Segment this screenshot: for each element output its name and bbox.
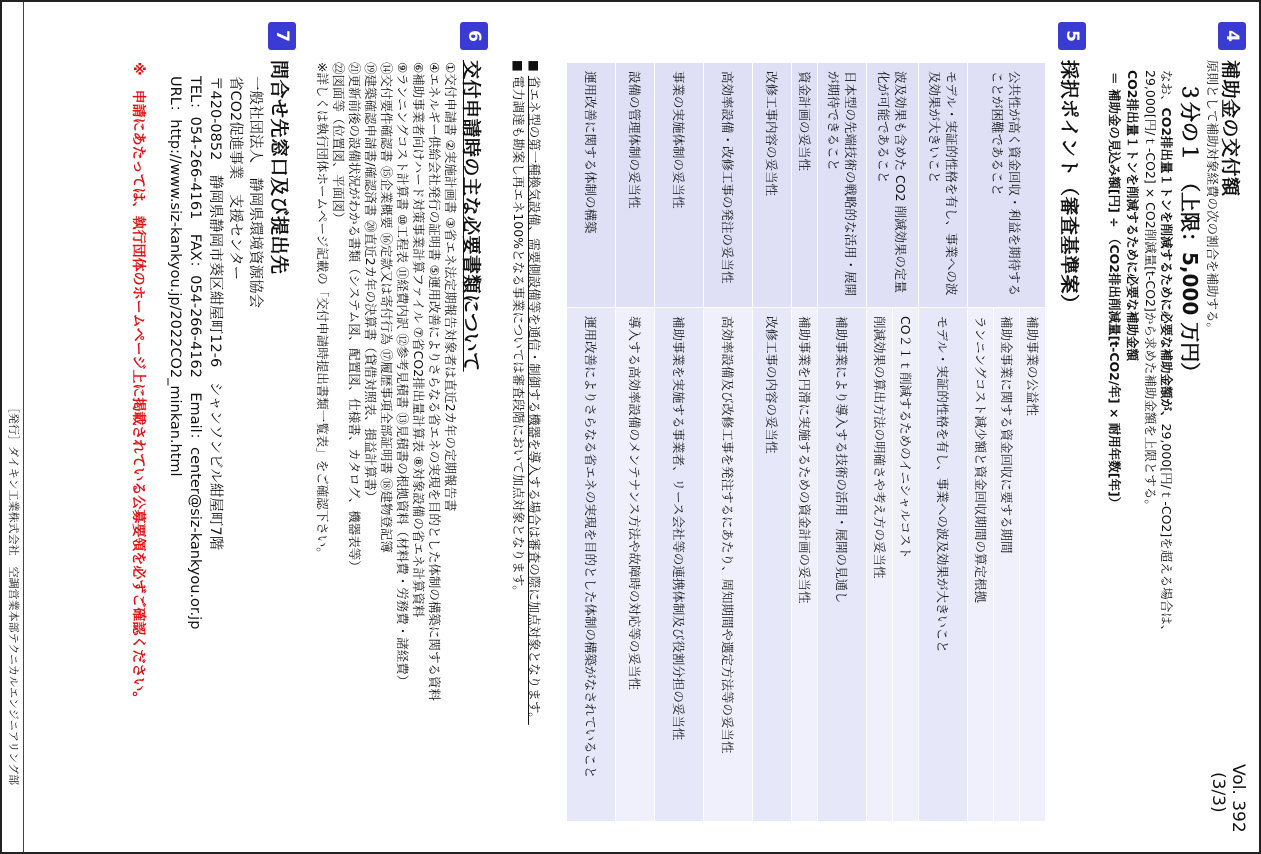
table-row: [792, 63, 818, 822]
criteria-left: 高効率設備・改修工事の発注の妥当性: [704, 63, 753, 308]
list-item: ①交付申請書 ②実施計画書 ③省エネ法定期報告対象者は直近2カ年の定期報告書: [443, 62, 458, 512]
table-row: [893, 63, 919, 822]
subsidy-note: なお、CO2排出量１トンを削減するために必要な補助金額が、29,000[円/ｔ-CO2]を超える場合は、: [1159, 70, 1174, 638]
list-item: ④エネルギー供給会社発行の証明書 ⑤運用改善によりさらなる省エネの実現を目的とした体制の構築に関する資料: [427, 62, 442, 701]
list-item: ㉒図面等（位置図、平面図）: [331, 62, 346, 225]
table-row: [616, 63, 655, 822]
list-item: ⑥補助事業者向けハード対策事業計算ファイル ⑦省CO2排出量計算表 ⑧対象設備の省エネ計算資料: [411, 62, 426, 618]
criteria-table: [566, 62, 1046, 822]
section-4-badge: 4: [1218, 22, 1246, 50]
publisher-footer: ［発行］ダイキン工業株式会社 空調営業本部テクニカルエンジニアリング部: [7, 402, 20, 786]
criteria-right: 補助事業の公益性: [1020, 308, 1046, 822]
criteria-right: 運用改善によりさらなる省エネの実現を目的とした体制の構築がなされていること: [567, 308, 616, 822]
list-item: ⑲建築確認申請書/確認済書 ⑳直近2カ年の決算書（貸借対照表、損益計算書）: [363, 62, 378, 504]
criteria-right: 補助金事業に関する資金回収に要する期間: [994, 308, 1020, 822]
criteria-left: 日本型の先端技術の戦略的な活用・展開が期待できること: [818, 63, 867, 308]
criteria-left: 改修工事内容の妥当性: [753, 63, 792, 308]
section-5-title: 採択ポイント（審査基準案）: [1058, 60, 1080, 314]
criteria-left: 運用改善に関する体制の構築: [567, 63, 616, 308]
list-item: ⑨ランニングコスト計算書 ⑩工程表 ⑪経費内訳 ⑫参考見積書 ⑬見積書の根拠資料（材料費・労務費・諸経費）: [395, 62, 410, 688]
footer-divider: [23, 2, 24, 852]
table-row: [655, 63, 704, 822]
list-item: ※詳しくは執行団体ホームページ記載の「交付申請時提出書類一覧表」をご確認下さい。: [315, 62, 330, 560]
subsidy-ratio: ３分の１ （上限：5,000 万円）: [1178, 82, 1202, 383]
list-item: ⑭交付要件確認書 ⑮企業概要 ⑯定款又は寄付行為 ⑰履歴事項全部証明書 ⑱建物登記簿: [379, 62, 394, 553]
formula-text: ＝ 補助金の見込み額[円] ÷ （CO2排出削減量[t-CO2/年] × 耐用年数[年]）: [1107, 72, 1122, 510]
criteria-right: ランニングコスト減少額と資金回収期間の算定根拠: [968, 308, 994, 822]
formula-label: CO2排出量１トンを削減するために必要な補助金額: [1125, 70, 1140, 361]
contact-org: 一般社団法人 静岡県環境資源協会: [247, 76, 263, 308]
contact-center: 省CO2促進事業 支援センター: [227, 76, 243, 281]
section-4-title: 補助金の交付額: [1219, 60, 1241, 197]
table-row: [818, 63, 867, 822]
scoring-note-2: ■ 電力調達も勘案し再エネ100%となる事業については審査段階において加点対象となります。: [511, 60, 526, 598]
list-item: ㉑更新前後の設備状況がわかる書類（システム図、配置図、仕様書、カタログ、機器表等）: [347, 62, 362, 573]
criteria-right: 補助事業により導入する技術の活用・展開の見通し: [818, 308, 867, 822]
criteria-right: モデル・実証的性格を有し、事業への波及効果が大きいこと: [919, 308, 968, 822]
table-row: [753, 63, 792, 822]
subsidy-cap-text: 29,000[円/ｔ-CO2] × CO2削減量[t-CO2]から求めた補助金額を上限とする。: [1143, 70, 1158, 512]
criteria-left: 資金計画の妥当性: [792, 63, 818, 308]
volume-label: Vol. 392: [1228, 764, 1248, 833]
criteria-left: 公共性が高く資金回収・利益を期待することが困難であること: [968, 63, 1046, 308]
table-row: [919, 63, 968, 822]
contact-url: URL：http://www.siz-kankyou.jp/2022CO2_minkan.html: [167, 76, 183, 477]
criteria-left: 波及効果も含めた CO2 削減効果の定量化が可能であること: [867, 63, 919, 308]
section-6-badge: 6: [460, 22, 488, 50]
section-5-badge: 5: [1058, 22, 1086, 50]
table-row: [1020, 63, 1046, 822]
warning-note: ※ 申請にあたっては、執行団体のホームページ上に掲載されている公募要領を必ずご確認ください。: [130, 62, 146, 706]
criteria-left: モデル・実証的性格を有し、事業への波及効果が大きいこと: [919, 63, 968, 308]
criteria-left: 設備の管理体制の妥当性: [616, 63, 655, 308]
table-row: [567, 63, 616, 822]
criteria-right: 補助事業を円滑に実施するための資金計画の妥当性: [792, 308, 818, 822]
criteria-right: 削減効果の算出方法の明確さや考え方の妥当性: [867, 308, 893, 822]
contact-address: 〒420-0852 静岡県静岡市葵区紺屋町12-6 シャンソンビル紺屋町7階: [207, 76, 223, 551]
rotated-document-page: [3, 2, 1258, 852]
criteria-right: 導入する高効率設備のメンテナンス方法や故障時の対応等の妥当性: [616, 308, 655, 822]
criteria-right: CO２１ｔ削減するためのイニシャルコスト: [893, 308, 919, 822]
criteria-right: 改修工事の内容の妥当性: [753, 308, 792, 822]
criteria-right: 補助事業を実施する事業者、リース会社等の連携体制及び役割分担の妥当性: [655, 308, 704, 822]
scoring-note-1: ■ 省エネ型の第一種換気設備、需要側設備等を通信・制御する機器を導入する場合は審査の際に加点対象となります。: [527, 60, 542, 725]
subsidy-rule-text: 原則として補助対象経費の次の割合を補助する。: [1205, 60, 1220, 336]
criteria-left: 事業の実施体制の妥当性: [655, 63, 704, 308]
criteria-right: 高効率設備及び改修工事を発注するにあたり、周知期間や選定方法等の妥当性: [704, 308, 753, 822]
section-7-title: 問合せ先窓口及び提出先: [268, 60, 290, 275]
section-6-title: 交付申請時の主な必要書類について: [460, 60, 482, 372]
contact-phone-email: TEL：054-266-4161 FAX：054-266-4162 Email：center@siz-kankyou.or.jp: [187, 76, 203, 630]
section-7-badge: 7: [268, 22, 296, 50]
table-row: [704, 63, 753, 822]
page-indicator: (3/3): [1208, 772, 1228, 813]
